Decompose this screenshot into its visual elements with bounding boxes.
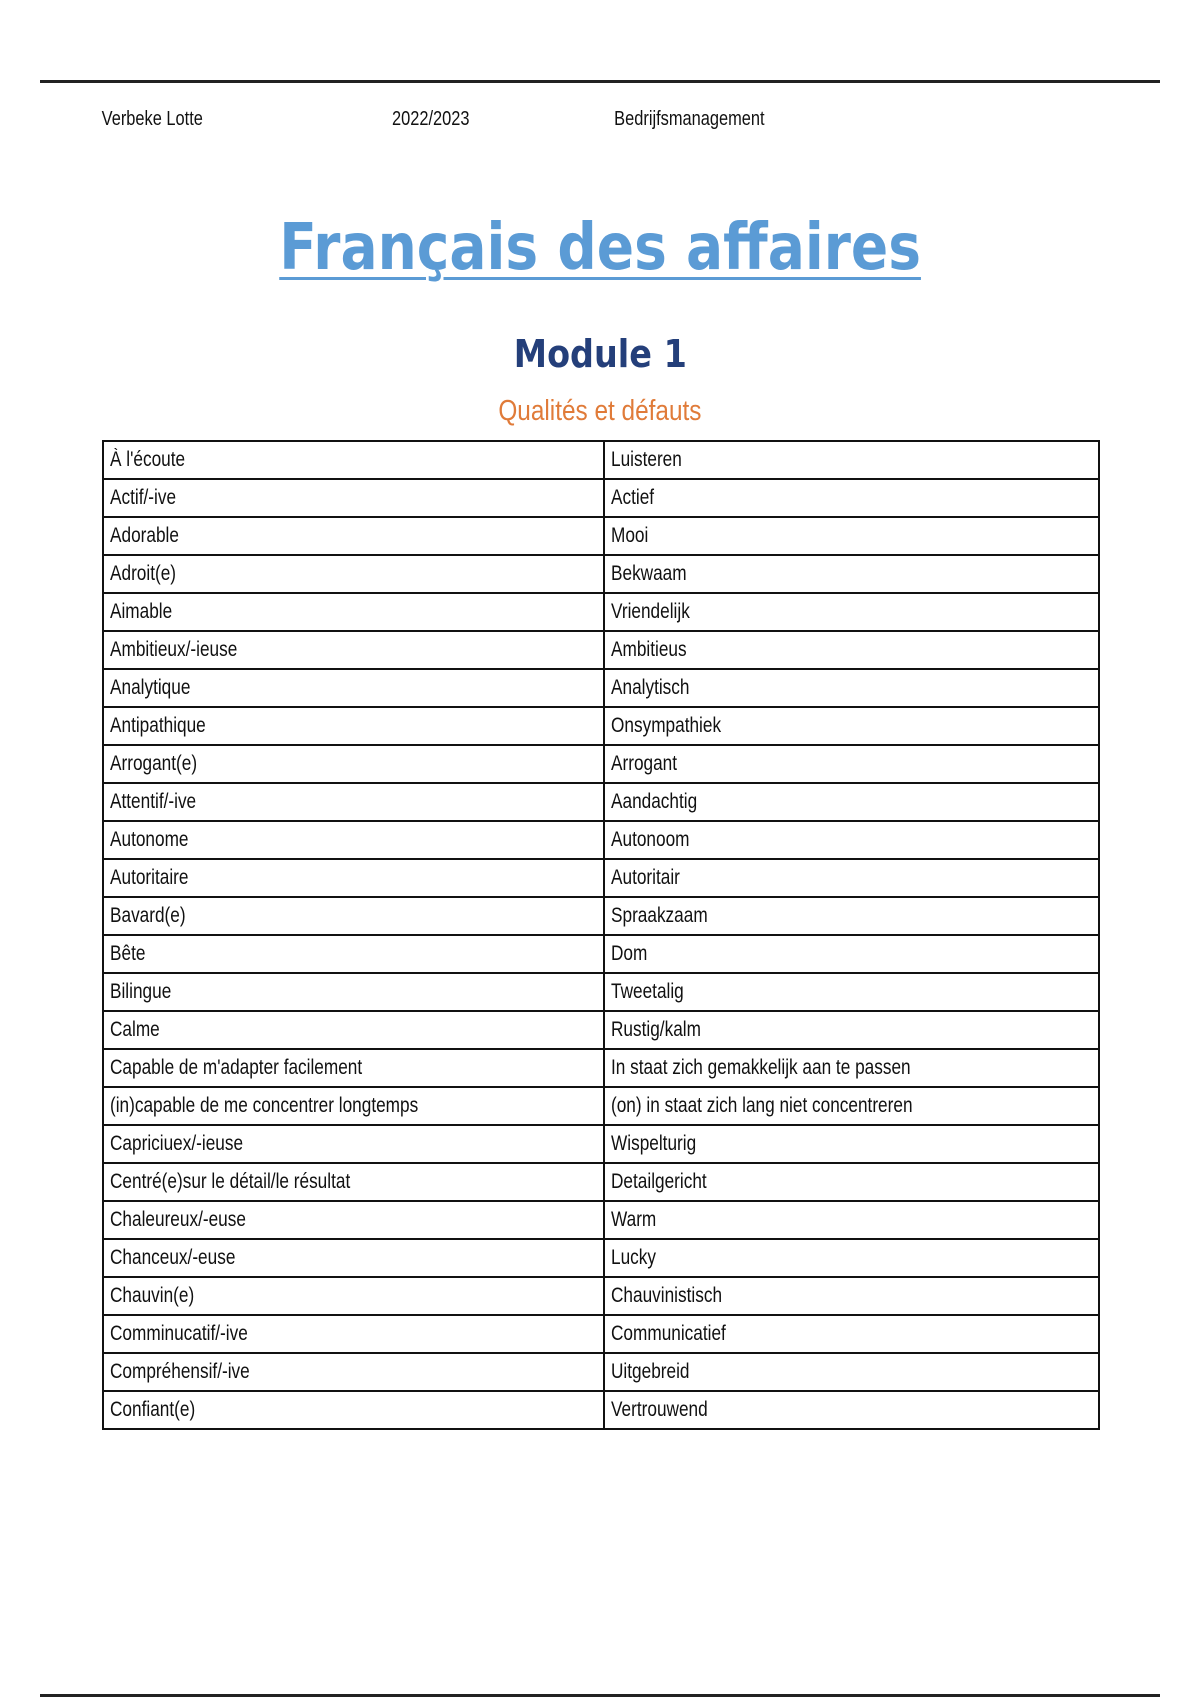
dutch-term-cell	[604, 859, 1099, 897]
french-term-cell-text: Confiant(e)	[110, 1398, 196, 1421]
dutch-term-cell	[604, 1315, 1099, 1353]
french-term-cell	[103, 1201, 604, 1239]
dutch-term-cell	[604, 1201, 1099, 1239]
dutch-term-cell-text: Uitgebreid	[611, 1360, 690, 1383]
academic-year: 2022/2023	[391, 108, 470, 130]
document-title-text: Français des affaires	[279, 211, 921, 285]
dutch-term-cell-text: Ambitieus	[611, 638, 687, 661]
table-row	[103, 1087, 1099, 1125]
french-term-cell	[103, 1353, 604, 1391]
vocabulary-table	[102, 440, 1100, 1430]
french-term-cell-text: Adroit(e)	[110, 562, 177, 585]
dutch-term-cell-text: Onsympathiek	[611, 714, 722, 737]
author-name: Verbeke Lotte	[101, 108, 203, 130]
french-term-cell-text: Analytique	[110, 676, 191, 699]
french-term-cell	[103, 1391, 604, 1429]
dutch-term-cell-text: Chauvinistisch	[611, 1284, 723, 1307]
french-term-cell	[103, 1049, 604, 1087]
table-row	[103, 821, 1099, 859]
french-term-cell	[103, 1163, 604, 1201]
program-name: Bedrijfsmanagement	[614, 108, 765, 130]
french-term-cell	[103, 745, 604, 783]
french-term-cell-text: Calme	[110, 1018, 160, 1041]
table-row	[103, 631, 1099, 669]
dutch-term-cell-text: Aandachtig	[611, 790, 698, 813]
french-term-cell	[103, 935, 604, 973]
french-term-cell	[103, 1011, 604, 1049]
dutch-term-cell	[604, 441, 1099, 479]
dutch-term-cell-text: Autoritair	[611, 866, 680, 889]
french-term-cell	[103, 555, 604, 593]
table-row	[103, 897, 1099, 935]
dutch-term-cell	[604, 1277, 1099, 1315]
dutch-term-cell-text: Actief	[611, 486, 655, 509]
dutch-term-cell-text: Dom	[611, 942, 648, 965]
dutch-term-cell	[604, 1163, 1099, 1201]
french-term-cell	[103, 1239, 604, 1277]
dutch-term-cell-text: Wispelturig	[611, 1132, 697, 1155]
table-row	[103, 935, 1099, 973]
french-term-cell	[103, 441, 604, 479]
table-row	[103, 441, 1099, 479]
dutch-term-cell	[604, 479, 1099, 517]
french-term-cell-text: Bavard(e)	[110, 904, 186, 927]
french-term-cell-text: (in)capable de me concentrer longtemps	[110, 1094, 419, 1117]
table-row	[103, 1391, 1099, 1429]
dutch-term-cell-text: In staat zich gemakkelijk aan te passen	[611, 1056, 911, 1079]
french-term-cell-text: Attentif/-ive	[110, 790, 197, 813]
dutch-term-cell-text: Rustig/kalm	[611, 1018, 701, 1041]
dutch-term-cell-text: Bekwaam	[611, 562, 687, 585]
dutch-term-cell-text: (on) in staat zich lang niet concentreren	[611, 1094, 913, 1117]
french-term-cell-text: Compréhensif/-ive	[110, 1360, 250, 1383]
table-row	[103, 517, 1099, 555]
dutch-term-cell	[604, 1125, 1099, 1163]
french-term-cell-text: À l'écoute	[110, 448, 186, 471]
french-term-cell	[103, 783, 604, 821]
french-term-cell-text: Actif/-ive	[110, 486, 177, 509]
french-term-cell	[103, 631, 604, 669]
dutch-term-cell-text: Autonoom	[611, 828, 690, 851]
french-term-cell-text: Adorable	[110, 524, 179, 547]
table-row	[103, 859, 1099, 897]
french-term-cell-text: Chauvin(e)	[110, 1284, 195, 1307]
dutch-term-cell	[604, 1011, 1099, 1049]
table-row	[103, 707, 1099, 745]
french-term-cell-text: Ambitieux/-ieuse	[110, 638, 238, 661]
table-row	[103, 1049, 1099, 1087]
french-term-cell	[103, 897, 604, 935]
module-title	[0, 330, 1200, 378]
table-row	[103, 1277, 1099, 1315]
french-term-cell	[103, 821, 604, 859]
french-term-cell-text: Bilingue	[110, 980, 172, 1003]
dutch-term-cell	[604, 1391, 1099, 1429]
french-term-cell	[103, 1125, 604, 1163]
table-row	[103, 1315, 1099, 1353]
dutch-term-cell	[604, 1049, 1099, 1087]
module-title-text: Module 1	[513, 332, 687, 376]
french-term-cell	[103, 669, 604, 707]
dutch-term-cell	[604, 821, 1099, 859]
french-term-cell-text: Autoritaire	[110, 866, 189, 889]
table-row	[103, 1239, 1099, 1277]
dutch-term-cell-text: Arrogant	[611, 752, 678, 775]
dutch-term-cell-text: Detailgericht	[611, 1170, 707, 1193]
dutch-term-cell	[604, 631, 1099, 669]
table-row	[103, 745, 1099, 783]
dutch-term-cell-text: Luisteren	[611, 448, 682, 471]
dutch-term-cell-text: Analytisch	[611, 676, 690, 699]
dutch-term-cell-text: Vertrouwend	[611, 1398, 708, 1421]
table-row	[103, 1201, 1099, 1239]
french-term-cell-text: Comminucatif/-ive	[110, 1322, 248, 1345]
dutch-term-cell	[604, 745, 1099, 783]
table-row	[103, 669, 1099, 707]
dutch-term-cell	[604, 593, 1099, 631]
french-term-cell	[103, 859, 604, 897]
french-term-cell	[103, 1087, 604, 1125]
french-term-cell-text: Antipathique	[110, 714, 206, 737]
dutch-term-cell	[604, 1239, 1099, 1277]
dutch-term-cell-text: Lucky	[611, 1246, 656, 1269]
dutch-term-cell-text: Communicatief	[611, 1322, 726, 1345]
dutch-term-cell-text: Vriendelijk	[611, 600, 690, 623]
section-subtitle-text: Qualités et défauts	[498, 395, 702, 427]
dutch-term-cell-text: Tweetalig	[611, 980, 684, 1003]
french-term-cell	[103, 1315, 604, 1353]
document-title	[0, 208, 1200, 288]
document-header	[0, 108, 984, 138]
french-term-cell-text: Arrogant(e)	[110, 752, 198, 775]
bottom-rule	[40, 1694, 1160, 1697]
dutch-term-cell	[604, 517, 1099, 555]
french-term-cell-text: Aimable	[110, 600, 173, 623]
top-rule	[40, 80, 1160, 83]
french-term-cell-text: Autonome	[110, 828, 189, 851]
table-row	[103, 1163, 1099, 1201]
section-subtitle	[0, 393, 1200, 429]
dutch-term-cell	[604, 897, 1099, 935]
dutch-term-cell	[604, 783, 1099, 821]
dutch-term-cell-text: Warm	[611, 1208, 657, 1231]
dutch-term-cell	[604, 935, 1099, 973]
dutch-term-cell	[604, 707, 1099, 745]
french-term-cell-text: Capriciuex/-ieuse	[110, 1132, 244, 1155]
table-row	[103, 783, 1099, 821]
french-term-cell	[103, 479, 604, 517]
table-row	[103, 1011, 1099, 1049]
dutch-term-cell-text: Mooi	[611, 524, 649, 547]
table-row	[103, 1125, 1099, 1163]
dutch-term-cell	[604, 1353, 1099, 1391]
french-term-cell	[103, 707, 604, 745]
french-term-cell	[103, 517, 604, 555]
table-row	[103, 479, 1099, 517]
dutch-term-cell	[604, 973, 1099, 1011]
french-term-cell-text: Chanceux/-euse	[110, 1246, 236, 1269]
french-term-cell-text: Chaleureux/-euse	[110, 1208, 246, 1231]
french-term-cell-text: Capable de m'adapter facilement	[110, 1056, 363, 1079]
dutch-term-cell-text: Spraakzaam	[611, 904, 708, 927]
french-term-cell	[103, 973, 604, 1011]
dutch-term-cell	[604, 669, 1099, 707]
table-row	[103, 1353, 1099, 1391]
dutch-term-cell	[604, 1087, 1099, 1125]
french-term-cell	[103, 593, 604, 631]
french-term-cell-text: Bête	[110, 942, 146, 965]
table-row	[103, 973, 1099, 1011]
french-term-cell-text: Centré(e)sur le détail/le résultat	[110, 1170, 351, 1193]
french-term-cell	[103, 1277, 604, 1315]
table-row	[103, 593, 1099, 631]
vocabulary-table-body	[103, 441, 1099, 1429]
table-row	[103, 555, 1099, 593]
dutch-term-cell	[604, 555, 1099, 593]
